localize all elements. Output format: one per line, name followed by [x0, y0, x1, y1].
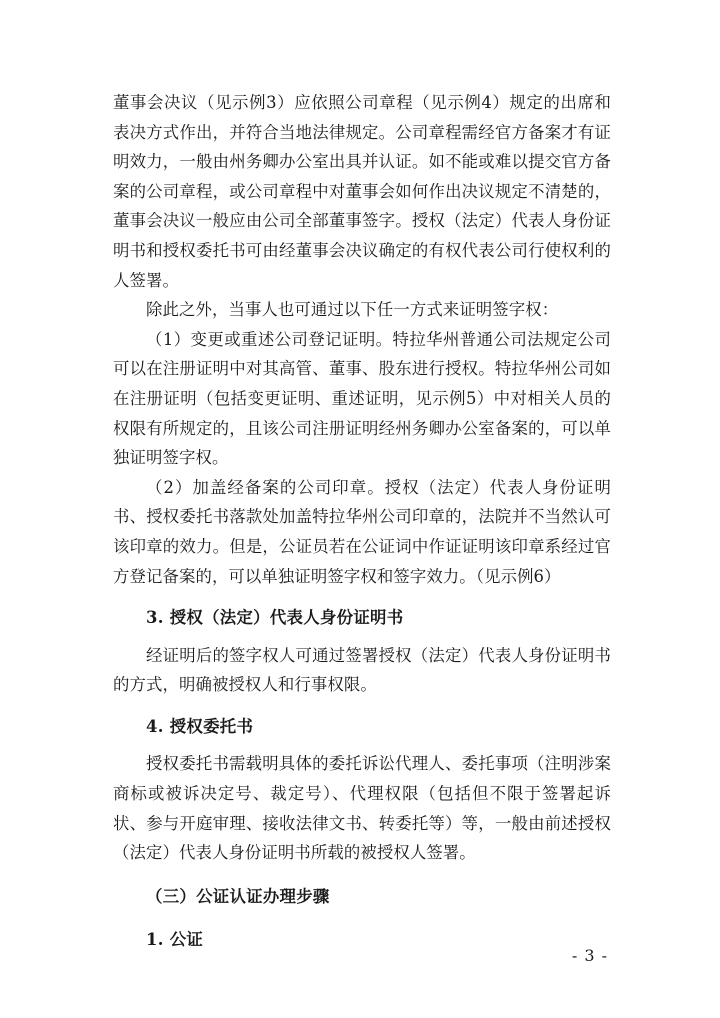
heading-representative-certificate: 3. 授权（法定）代表人身份证明书 — [146, 608, 404, 628]
paragraph-representative-certificate: 经证明后的签字权人可通过签署授权（法定）代表人身份证明书的方式，明确被授权人和行事权限。 — [113, 645, 611, 695]
page-number: - 3 - — [571, 946, 608, 965]
heading-notarization: 1. 公证 — [146, 930, 204, 950]
paragraph-power-of-attorney: 授权委托书需载明具体的委托诉讼代理人、委托事项（注明涉案商标或被诉决定号、裁定号）、代理权限（包括但不限于签署起诉状、参与开庭审理、接收法律文书、转委托等）等，一般由前述授权（法定）代表人身份证明书所载的被授权人签署。 — [113, 754, 611, 863]
paragraph-certificate-of-incorporation: （1）变更或重述公司登记证明。特拉华州普通公司法规定公司可以在注册证明中对其高管、董事、股东进行授权。特拉华州公司如在注册证明（包括变更证明、重述证明，见示例5）中对相关人员的权限有所规定的，且该公司注册证明经州务卿办公室备案的，可以单独证明签字权。 — [113, 329, 611, 468]
page-content — [113, 88, 611, 955]
heading-power-of-attorney: 4. 授权委托书 — [146, 716, 254, 736]
heading-notarization-steps: （三）公证认证办理步骤 — [146, 886, 330, 906]
paragraph-company-seal: （2）加盖经备案的公司印章。授权（法定）代表人身份证明书、授权委托书落款处加盖特拉华州公司印章的，法院并不当然认可该印章的效力。但是，公证员若在公证词中作证证明该印章系经过官方登记备案的，可以单独证明签字权和签字效力。（见示例6） — [113, 477, 611, 586]
paragraph-alternative-methods: 除此之外，当事人也可通过以下任一方式来证明签字权： — [146, 300, 559, 320]
paragraph-board-resolution: 董事会决议（见示例3）应依照公司章程（见示例4）规定的出席和表决方式作出，并符合当地法律规定。公司章程需经官方备案才有证明效力，一般由州务卿办公室出具并认证。如不能或难以提交官方备案的公司章程，或公司章程中对董事会如何作出决议规定不清楚的，董事会决议一般应由公司全部董事签字。授权（法定）代表人身份证明书和授权委托书可由经董事会决议确定的有权代表公司行使权利的人签署。 — [113, 93, 611, 290]
